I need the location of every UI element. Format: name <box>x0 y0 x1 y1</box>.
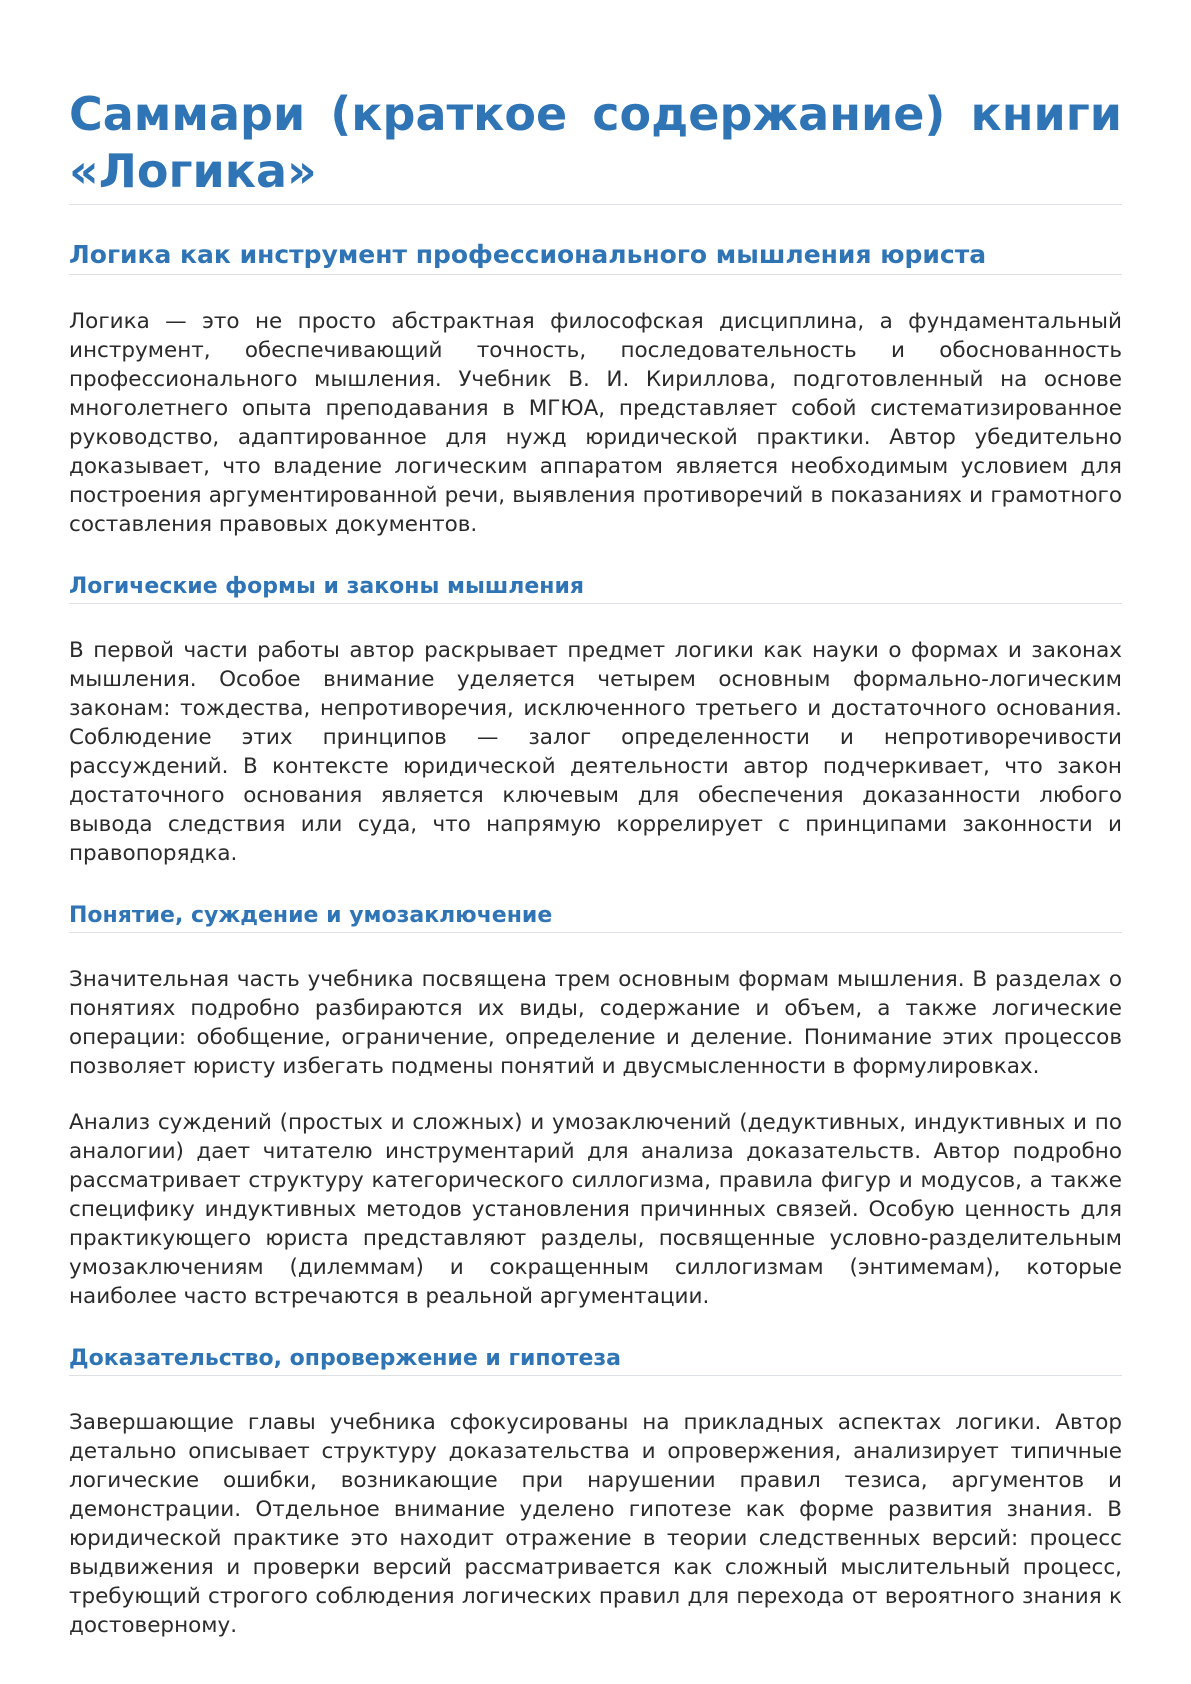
section-concept-judgment <box>69 902 1122 1311</box>
section-paragraph: Значительная часть учебника посвящена трем основным формам мышления. В разделах о понятиях подробно разбираются их виды, содержание и объем, а также логические операции: обобщение, ограничение, определение и деление. Понимание этих процессов позволяет юристу избегать подмены понятий и двусмысленности в формулировках. <box>69 967 1122 1079</box>
section-paragraph: Логика — это не просто абстрактная философская дисциплина, а фундаментальный инструмент, обеспечивающий точность, последовательность и обоснованность профессионального мышления. Учебник В. И. Кириллова, подготовленный на основе многолетнего опыта преподавания в МГЮА, представляет собой систематизированное руководство, адаптированное для нужд юридической практики. Автор убедительно доказывает, что владение логическим аппаратом является необходимым условием для построения аргументированной речи, выявления противоречий в показаниях и грамотного составления правовых документов. <box>69 309 1122 537</box>
section-heading: Логические формы и законы мышления <box>69 573 1122 604</box>
section-proof-refutation <box>69 1345 1122 1640</box>
section-paragraph: В первой части работы автор раскрывает предмет логики как науки о формах и законах мышления. Особое внимание уделяется четырем основным формально-логическим законам: тождества, непротиворечия, исключенного третьего и достаточного основания. Соблюдение этих принципов — залог определенности и непротиворечивости рассуждений. В контексте юридической деятельности автор подчеркивает, что закон достаточного основания является ключевым для обеспечения доказанности любого вывода следствия или суда, что напрямую коррелирует с принципами законности и правопорядка. <box>69 638 1122 866</box>
section-heading: Понятие, суждение и умозаключение <box>69 902 1122 933</box>
document-title: Саммари (краткое содержание) книги «Логика» <box>69 86 1122 205</box>
section-logic-as-tool <box>69 239 1122 539</box>
section-heading: Доказательство, опровержение и гипотеза <box>69 1345 1122 1376</box>
section-logical-forms <box>69 573 1122 868</box>
section-paragraph: Анализ суждений (простых и сложных) и умозаключений (дедуктивных, индуктивных и по аналогии) дает читателю инструментарий для анализа доказательств. Автор подробно рассматривает структуру категорического силлогизма, правила фигур и модусов, а также специфику индуктивных методов установления причинных связей. Особую ценность для практикующего юриста представляют разделы, посвященные условно-разделительным умозаключениям (дилеммам) и сокращенным силлогизмам (энтимемам), которые наиболее часто встречаются в реальной аргументации. <box>69 1110 1122 1309</box>
section-heading: Логика как инструмент профессионального мышления юриста <box>69 239 1122 275</box>
section-paragraph: Завершающие главы учебника сфокусированы на прикладных аспектах логики. Автор детально описывает структуру доказательства и опровержения, анализирует типичные логические ошибки, возникающие при нарушении правил тезиса, аргументов и демонстрации. Отдельное внимание уделено гипотезе как форме развития знания. В юридической практике это находит отражение в теории следственных версий: процесс выдвижения и проверки версий рассматривается как сложный мыслительный процесс, требующий строгого соблюдения логических правил для перехода от вероятного знания к достоверному. <box>69 1410 1122 1638</box>
